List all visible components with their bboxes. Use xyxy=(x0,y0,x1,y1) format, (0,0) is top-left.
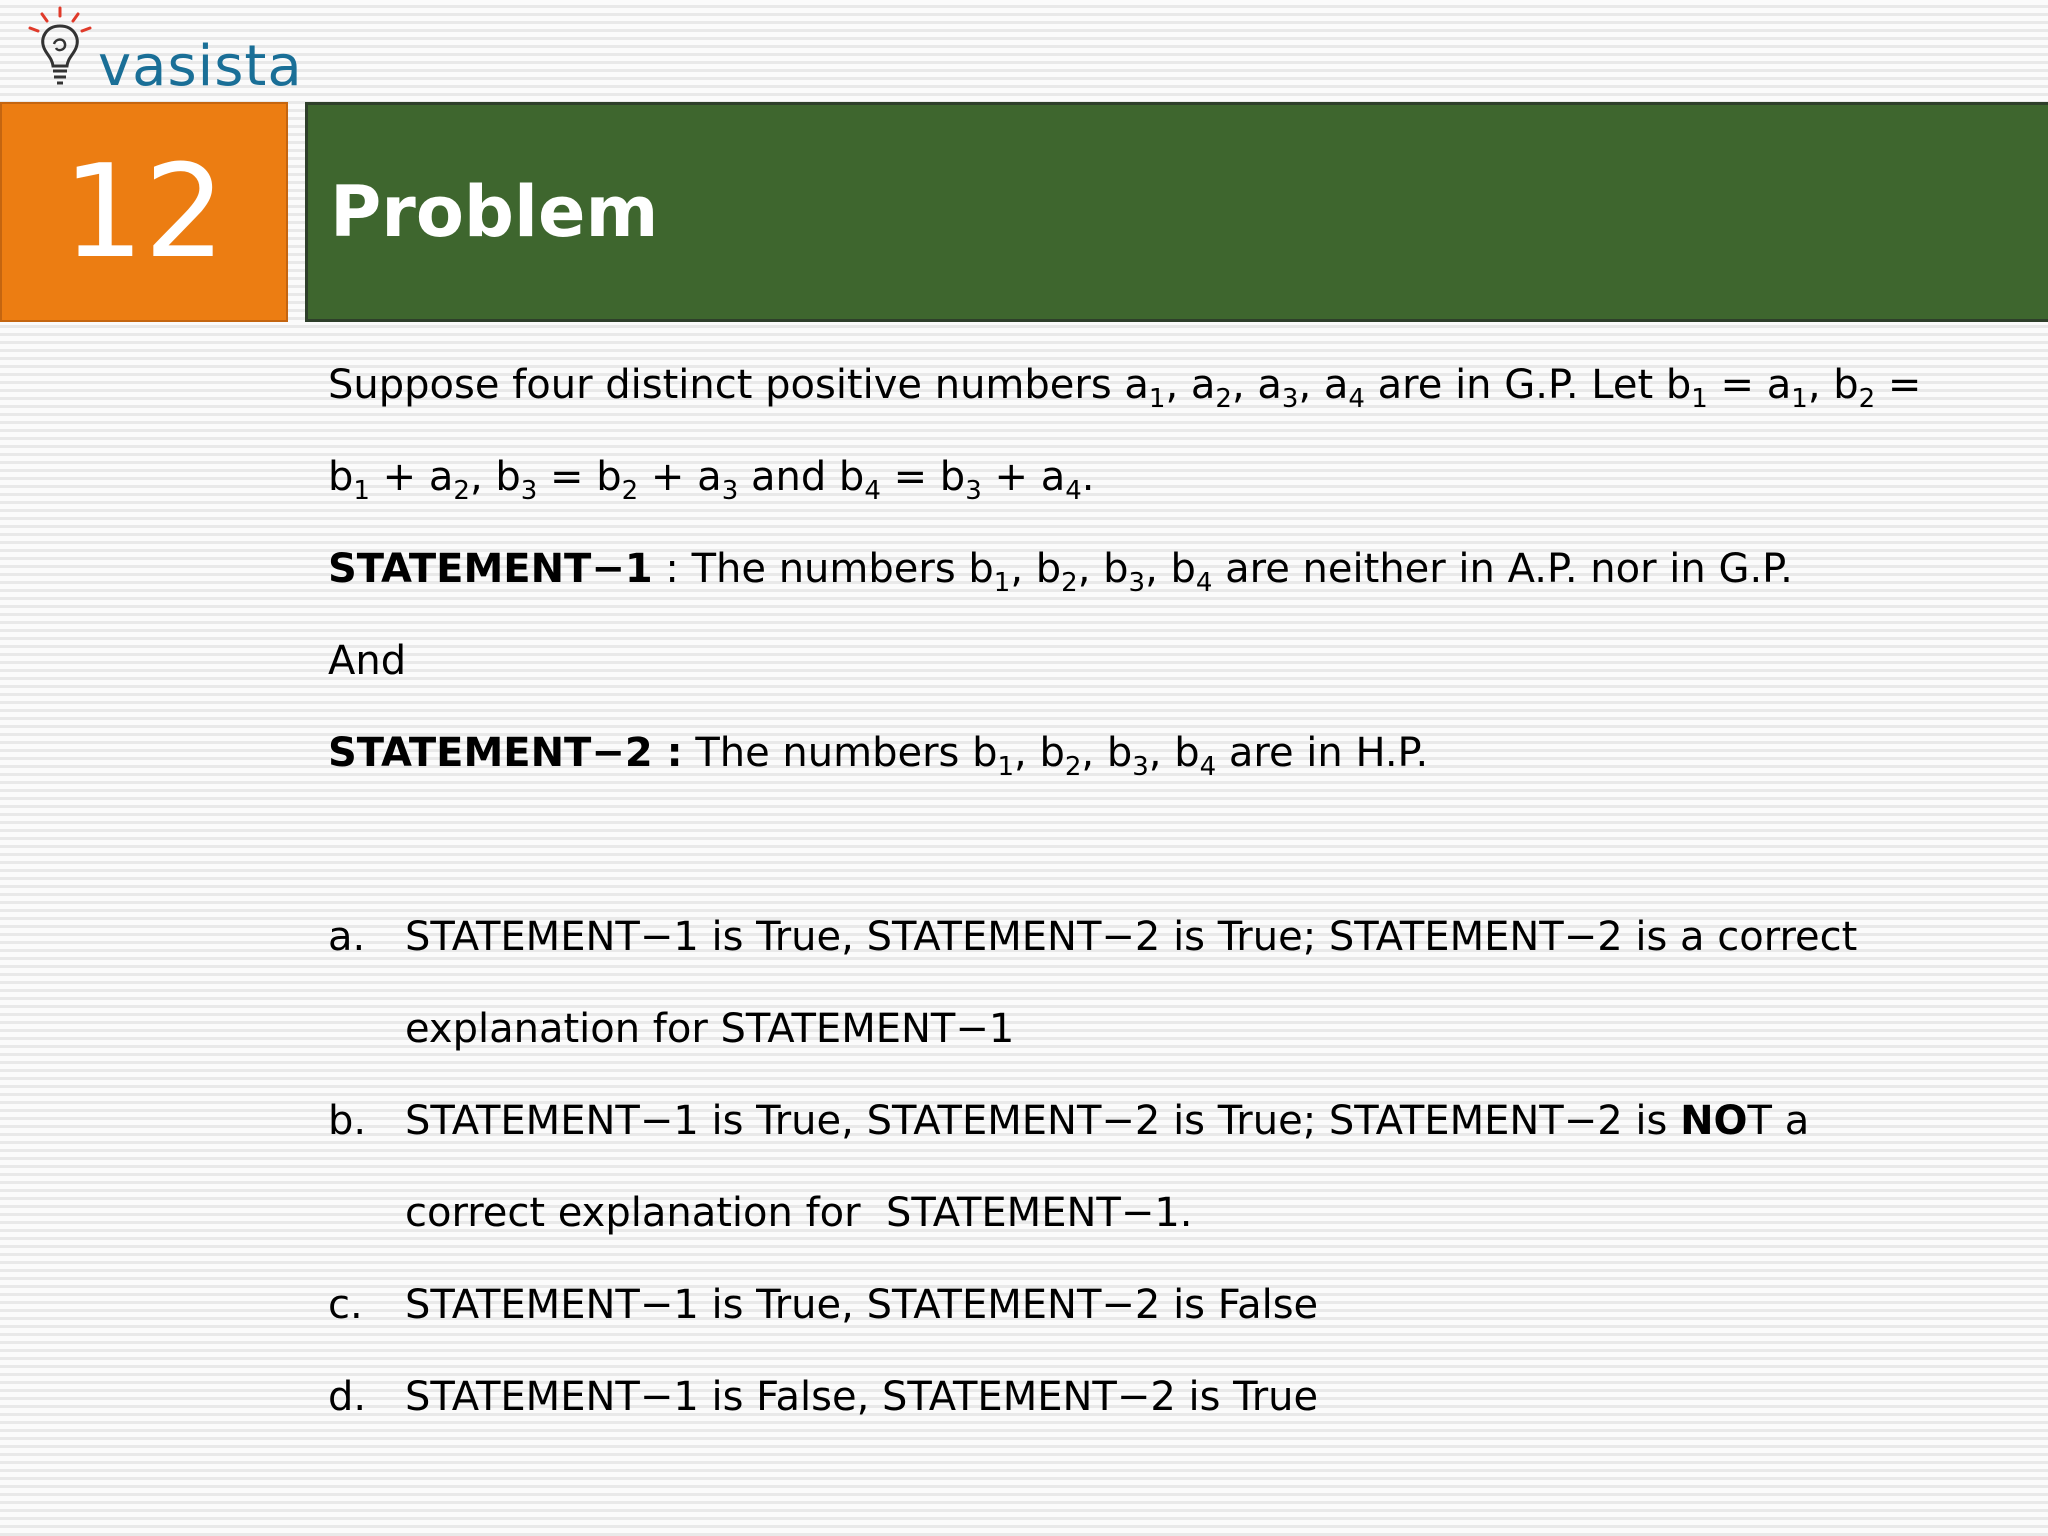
option-letter: a. xyxy=(328,914,366,960)
subscript: 1 xyxy=(997,752,1015,782)
text: + a xyxy=(981,454,1066,500)
text: , a xyxy=(1165,362,1216,408)
text: b xyxy=(328,454,354,500)
statement-1-label: STATEMENT−1 xyxy=(328,546,653,592)
subscript: 4 xyxy=(1348,384,1365,414)
subscript: 3 xyxy=(520,476,538,506)
text: , a xyxy=(1231,362,1282,408)
option-letter: b. xyxy=(328,1098,367,1144)
slide-number: 12 xyxy=(62,137,226,287)
subscript: 4 xyxy=(1195,568,1213,598)
subscript: 1 xyxy=(1148,384,1166,414)
problem-line-1 xyxy=(328,362,1922,414)
statement-2 xyxy=(328,730,1429,782)
subscript: 4 xyxy=(1065,476,1082,506)
text: = b xyxy=(537,454,622,500)
text: + a xyxy=(638,454,722,500)
logo-text: vasista xyxy=(98,34,303,99)
subscript: 2 xyxy=(1061,568,1078,598)
text: and b xyxy=(738,454,865,500)
text: , b xyxy=(1145,546,1196,592)
subscript: 3 xyxy=(1128,568,1146,598)
text: , b xyxy=(1807,362,1859,408)
vasista-logo xyxy=(20,4,303,100)
subscript: 2 xyxy=(1858,384,1876,414)
text: , b xyxy=(469,454,521,500)
text: = a xyxy=(1707,362,1792,408)
text: Suppose four distinct positive numbers a xyxy=(328,362,1149,408)
text: T a xyxy=(1747,1098,1810,1144)
subscript: 3 xyxy=(721,476,739,506)
text: , b xyxy=(1148,730,1200,776)
subscript: 1 xyxy=(1791,384,1808,414)
option-text: explanation for STATEMENT−1 xyxy=(405,1006,1015,1052)
option-text: STATEMENT−1 is False, STATEMENT−2 is True xyxy=(405,1374,1319,1420)
problem-line-2 xyxy=(328,454,1095,506)
option-letter: c. xyxy=(328,1282,363,1328)
option-text: STATEMENT−1 is True, STATEMENT−2 is False xyxy=(405,1282,1319,1328)
text: : The numbers b xyxy=(652,546,994,592)
text: are in G.P. Let b xyxy=(1364,362,1692,408)
text: , b xyxy=(1014,730,1065,776)
subscript: 4 xyxy=(1199,752,1217,782)
text: are neither in A.P. nor in G.P. xyxy=(1212,546,1793,592)
subscript: 2 xyxy=(1215,384,1232,414)
subscript: 3 xyxy=(1281,384,1299,414)
text: = xyxy=(1875,362,1922,408)
subscript: 1 xyxy=(353,476,370,506)
title-bar xyxy=(305,102,2048,322)
emphasis-not: NO xyxy=(1680,1098,1748,1144)
text: , b xyxy=(1077,546,1129,592)
subscript: 1 xyxy=(1691,384,1708,414)
text: . xyxy=(1081,454,1095,500)
option-text: STATEMENT−1 is True, STATEMENT−2 is True; STATEMENT−2 is a correct xyxy=(405,914,1858,960)
subscript: 3 xyxy=(1132,752,1149,782)
subscript: 1 xyxy=(993,568,1011,598)
statement-2-label: STATEMENT−2 : xyxy=(328,730,683,776)
text: = b xyxy=(880,454,966,500)
and-text: And xyxy=(328,638,407,684)
subscript: 4 xyxy=(864,476,881,506)
text: , b xyxy=(1081,730,1133,776)
text: STATEMENT−1 is True, STATEMENT−2 is True; STATEMENT−2 is xyxy=(405,1098,1681,1144)
option-letter: d. xyxy=(328,1374,367,1420)
subscript: 2 xyxy=(453,476,470,506)
text: , b xyxy=(1010,546,1062,592)
slide-number-box xyxy=(0,102,288,322)
text: are in H.P. xyxy=(1216,730,1429,776)
subscript: 2 xyxy=(621,476,639,506)
text: The numbers b xyxy=(682,730,998,776)
option-text xyxy=(405,1098,1809,1144)
statement-1 xyxy=(328,546,1793,598)
text: , a xyxy=(1298,362,1349,408)
option-text: correct explanation for STATEMENT−1. xyxy=(405,1190,1193,1236)
subscript: 2 xyxy=(1064,752,1082,782)
page-title: Problem xyxy=(330,171,659,253)
text: + a xyxy=(369,454,454,500)
subscript: 3 xyxy=(965,476,982,506)
lightbulb-icon xyxy=(20,4,100,100)
